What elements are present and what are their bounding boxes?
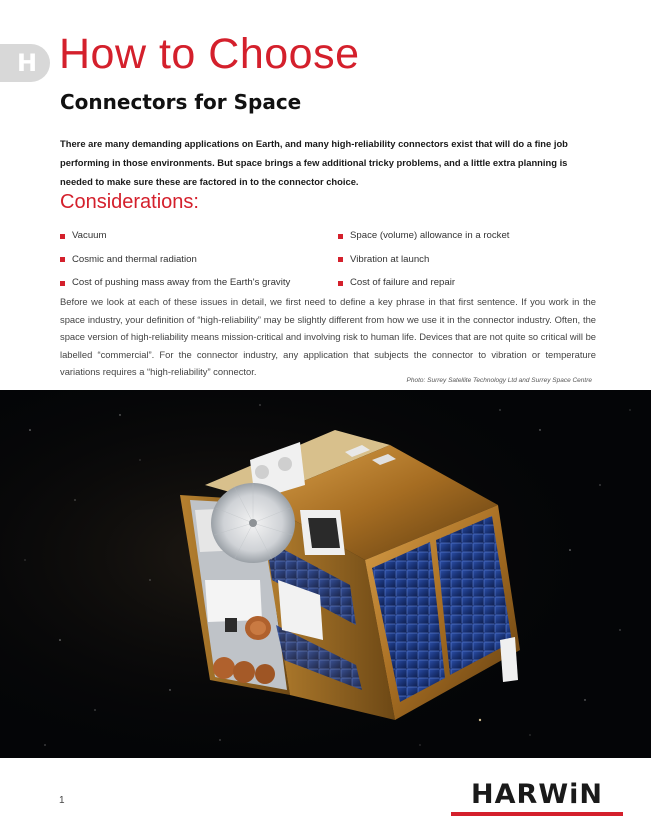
list-item-label: Cosmic and thermal radiation (72, 253, 197, 265)
logo-wordmark: HARWiN (471, 779, 603, 810)
bullet-square-icon (60, 257, 65, 262)
body-paragraph: Before we look at each of these issues in detail, we first need to define a key phrase in that first sentence. If you work in the space industry, your definition of “high-reliability” may be slightly different from how we use it in the connector industry. Often, the space version of high-reliability means mission-critical and involving risk to human life. Devices that are not quite so critical will be labelled “commercial”. For the connector industry, any application that subjects the connector to vibration or temperature variations requires a “high-reliability” connector. (60, 296, 596, 378)
list-item (60, 248, 330, 272)
list-item (338, 248, 598, 272)
bullet-square-icon (60, 281, 65, 286)
list-item (338, 271, 598, 295)
list-item-label: Cost of failure and repair (350, 277, 456, 289)
considerations-heading: Considerations: (60, 191, 199, 213)
intro-paragraph: There are many demanding applications on Earth, and many high-reliability connectors exist that will do a fine job performing in those environments. But space brings a few additional tricky problems, and a little extra planning is needed to make sure these are factored in to the connector choice. (60, 138, 568, 187)
section-tab-letter: H (16, 49, 38, 77)
logo-underline (451, 812, 623, 816)
list-item (60, 271, 330, 295)
harwin-logo (449, 780, 625, 818)
bullet-square-icon (338, 257, 343, 262)
bullet-square-icon (338, 281, 343, 286)
considerations-list-right (338, 224, 598, 295)
page-subtitle: Connectors for Space (60, 90, 302, 114)
list-item (60, 224, 330, 248)
considerations-list-left (60, 224, 330, 295)
list-item (338, 224, 598, 248)
photo-credit: Photo: Surrey Satellite Technology Ltd and Surrey Space Centre (406, 377, 592, 384)
bullet-square-icon (338, 234, 343, 239)
bullet-square-icon (60, 234, 65, 239)
list-item-label: Vacuum (72, 230, 107, 242)
page-number: 1 (59, 795, 65, 806)
list-item-label: Space (volume) allowance in a rocket (350, 230, 510, 242)
satellite-photo (0, 390, 651, 758)
list-item-label: Vibration at launch (350, 253, 430, 265)
list-item-label: Cost of pushing mass away from the Earth's gravity (72, 277, 291, 289)
page-title: How to Choose (59, 30, 360, 78)
section-tab (0, 44, 50, 82)
